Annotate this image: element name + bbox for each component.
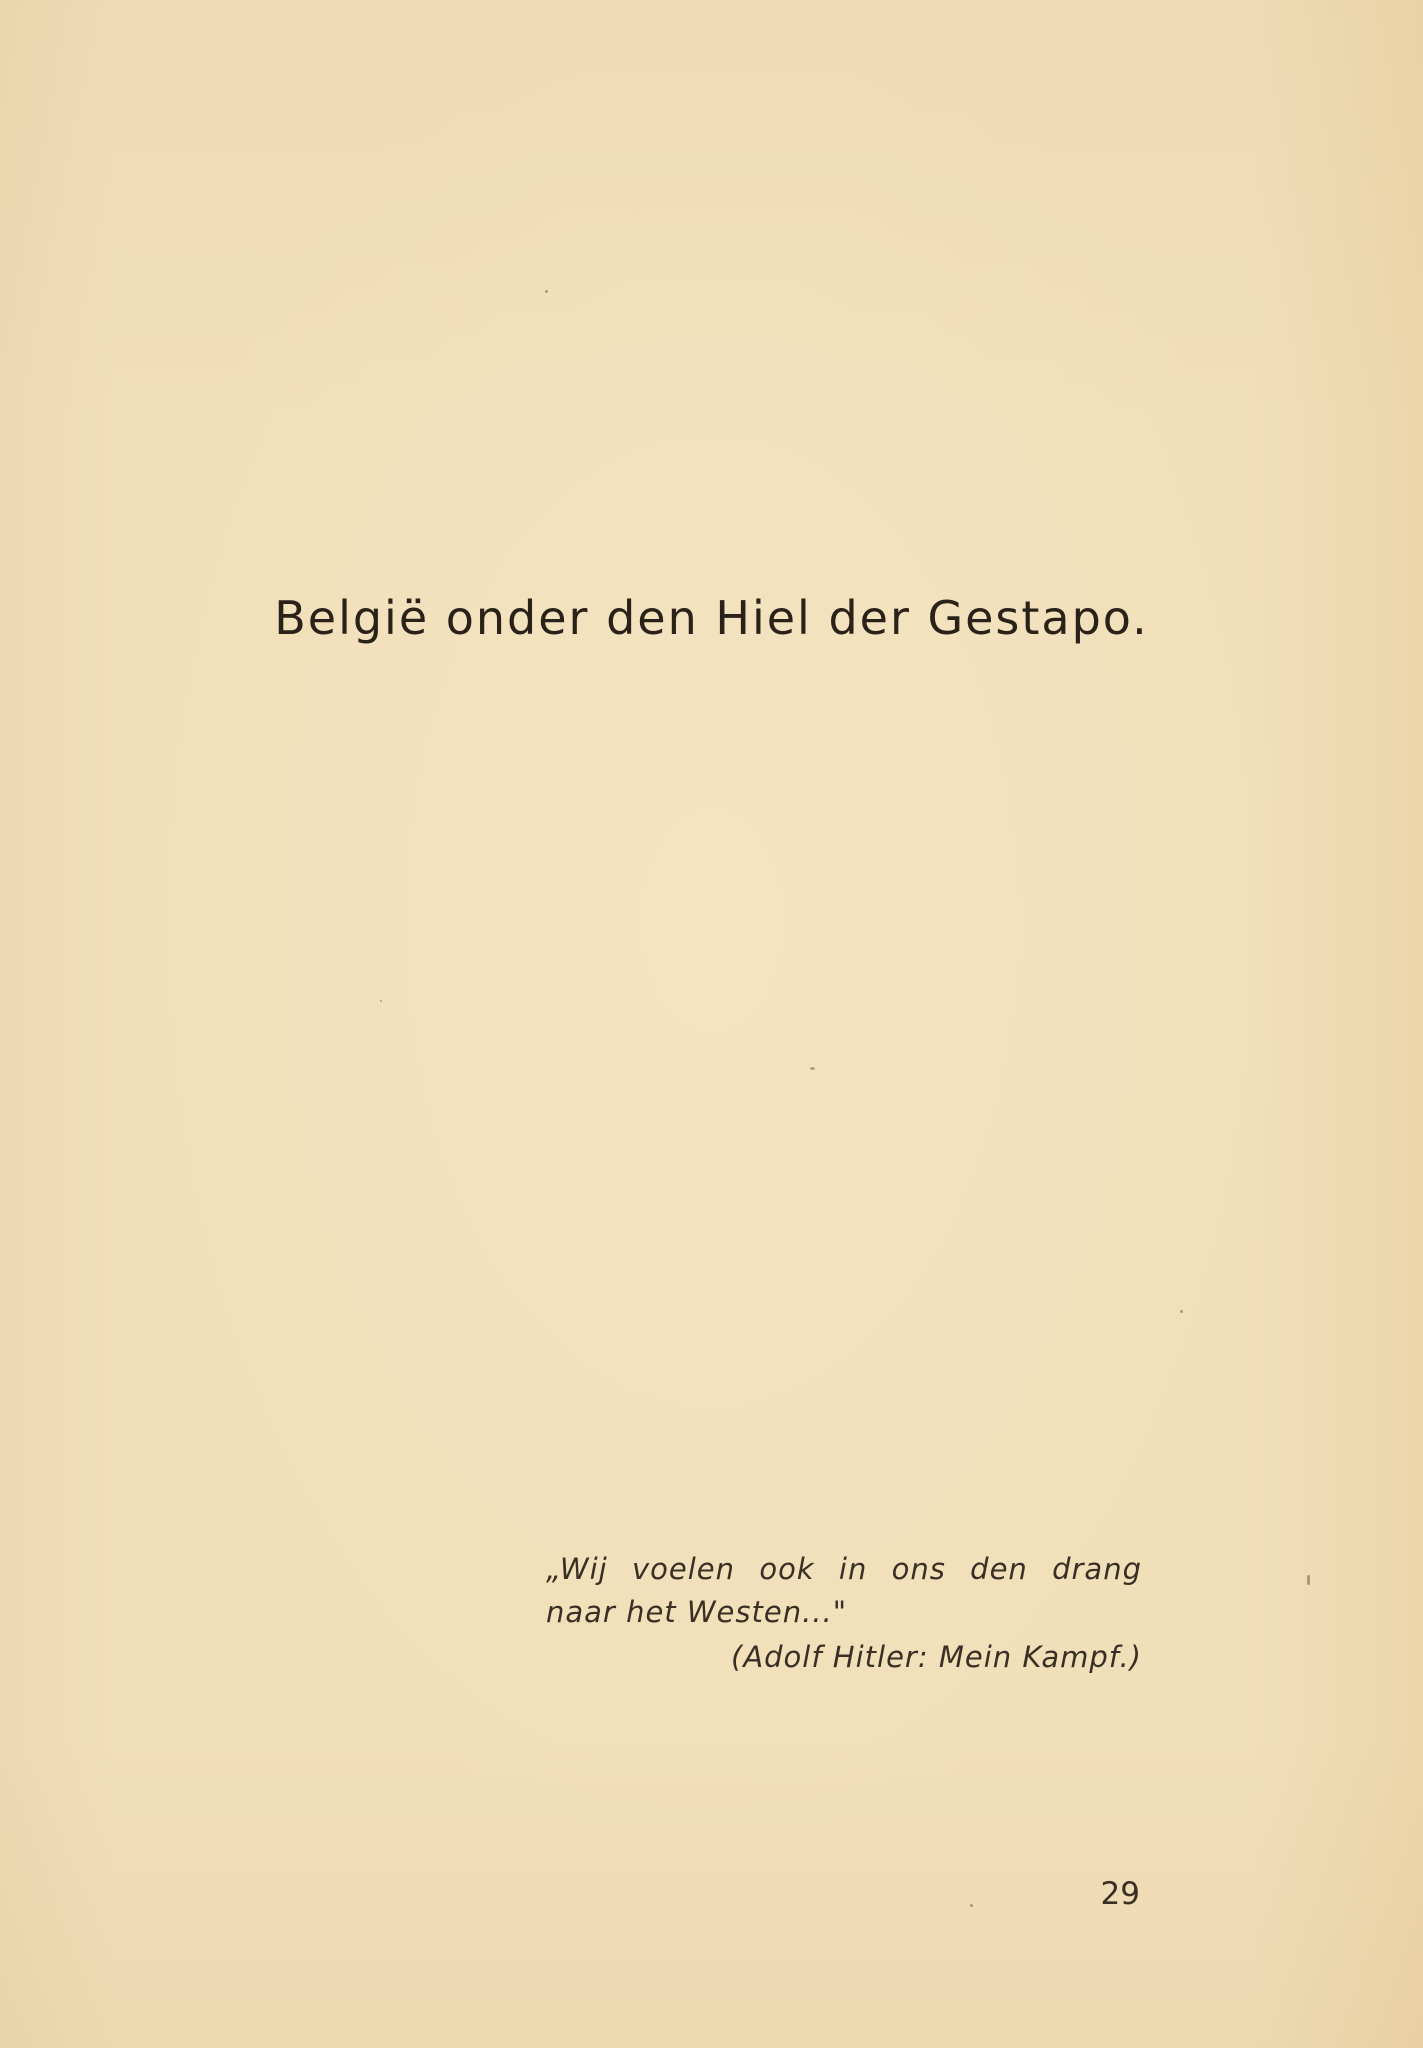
paper-speck <box>810 1067 815 1070</box>
paper-speck <box>545 290 548 293</box>
paper-speck <box>380 1000 382 1002</box>
paper-speck <box>1180 1310 1183 1313</box>
page-number: 29 <box>1100 1876 1140 1912</box>
paper-speck <box>970 1904 973 1907</box>
epigraph-quote <box>546 1548 1146 1679</box>
epigraph-line-2: naar het Westen..." <box>546 1595 848 1629</box>
chapter-title: België onder den Hiel der Gestapo. <box>274 591 1149 645</box>
paper-speck <box>1307 1575 1310 1585</box>
epigraph-line-1: „Wij voelen ook in ons den drang <box>546 1552 1142 1586</box>
epigraph-attribution: (Adolf Hitler: Mein Kampf.) <box>731 1640 1142 1674</box>
